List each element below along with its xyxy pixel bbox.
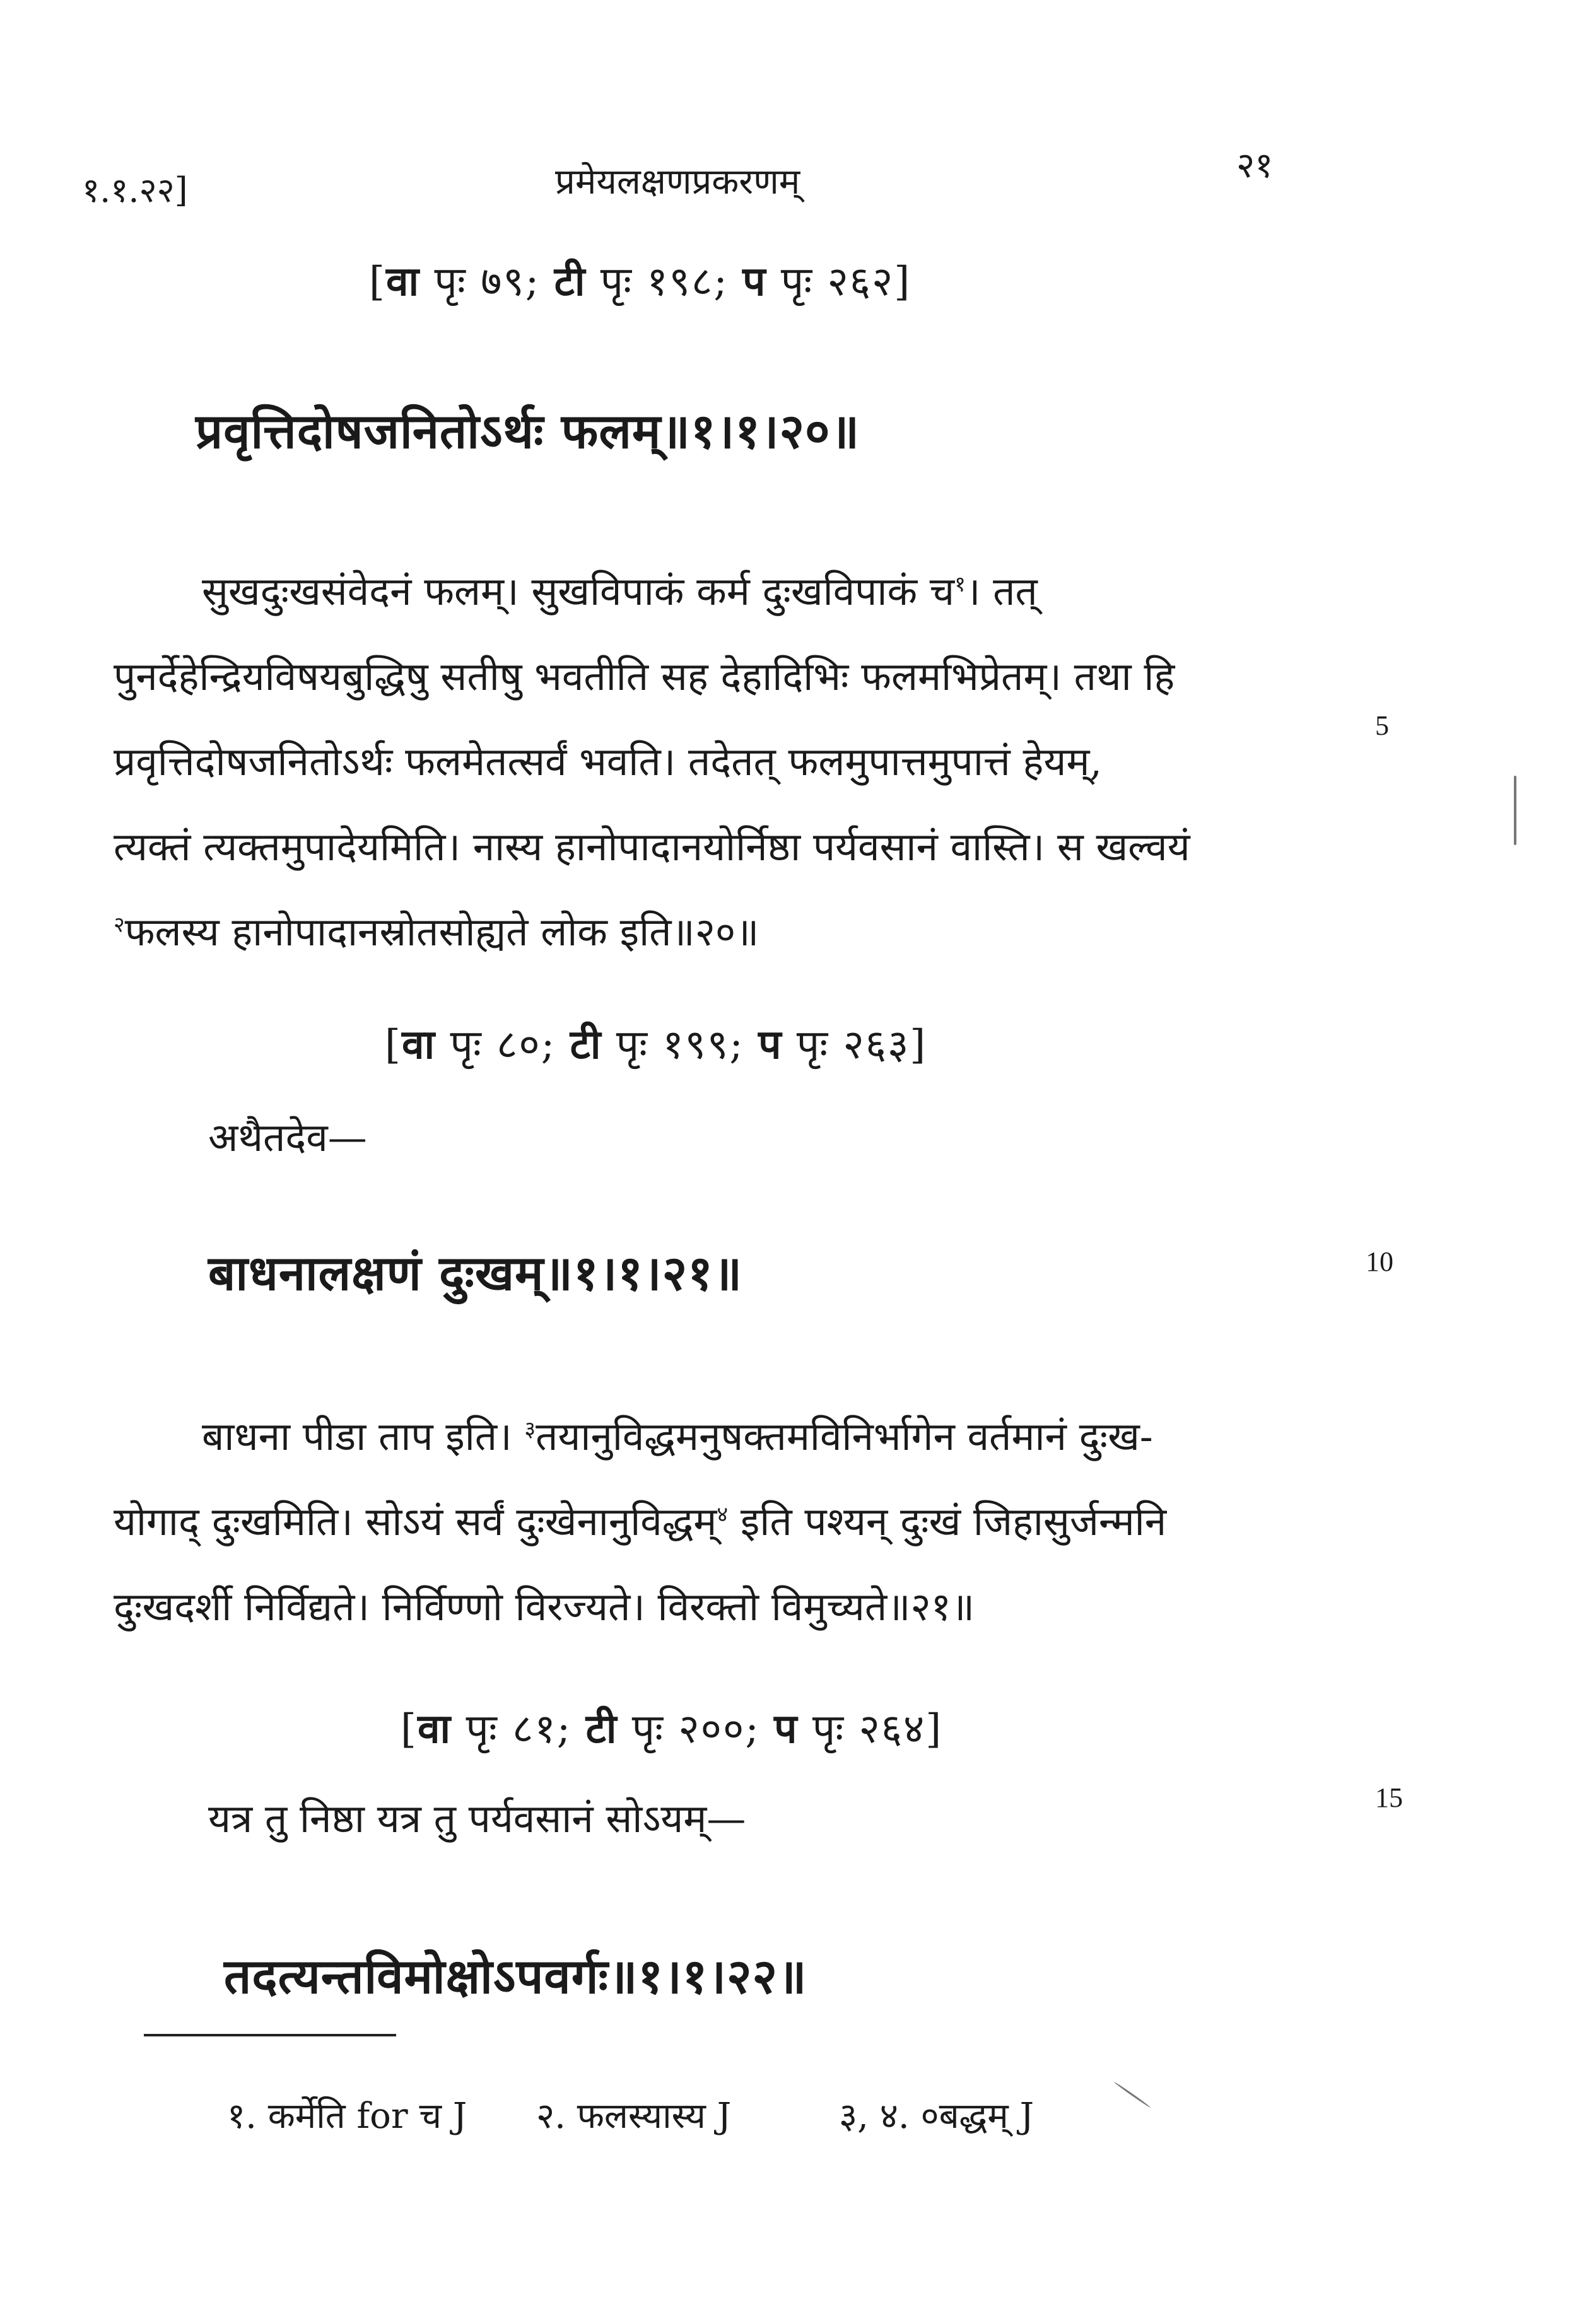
footnote-divider xyxy=(144,2034,396,2036)
footnote-2: २. फलस्यास्य J xyxy=(536,2096,732,2137)
commentary-paragraph-21 xyxy=(114,1394,1363,1649)
scan-mark xyxy=(1113,2081,1151,2108)
intro-line-22: यत्र तु निष्ठा यत्र तु पर्यवसानं सोऽयम्— xyxy=(208,1796,746,1842)
text-line: बाधना पीडा ताप इति। $^३$तयानुविद्धमनुषक्तमविनिर्भागेन वर्तमानं दुःख- xyxy=(202,1413,1153,1459)
intro-line-21: अथैतदेव— xyxy=(208,1114,367,1160)
commentary-paragraph-20 xyxy=(114,549,1363,974)
footnote-1: १. कर्मेति for च J xyxy=(227,2096,467,2137)
text-line: $^२$फलस्य हानोपादानस्रोतसोह्यते लोक इति॥२०॥ xyxy=(114,909,759,955)
line-number-15: 15 xyxy=(1375,1782,1403,1813)
scan-mark xyxy=(1514,776,1516,845)
line-number-5: 5 xyxy=(1375,710,1389,741)
text-line: सुखदुःखसंवेदनं फलम्। सुखविपाकं कर्म दुःखविपाकं च$^१$। तत् xyxy=(202,568,1038,614)
text-line: प्रवृत्तिदोषजनितोऽर्थः फलमेतत्सर्वं भवति। तदेतत् फलमुपात्तमुपात्तं हेयम्, xyxy=(114,739,1103,785)
text-line: त्यक्तं त्यक्तमुपादेयमिति। नास्य हानोपादानयोर्निष्ठा पर्यवसानं वास्ति। स खल्वयं xyxy=(114,824,1190,870)
page-section-number: १.१.२२] xyxy=(82,170,188,210)
sutra-heading-22: तदत्यन्तविमोक्षोऽपवर्गः॥१।१।२२॥ xyxy=(224,1948,807,2004)
footnote-3-4: ३, ४. ०बद्धम् J xyxy=(839,2096,1034,2137)
text-line: दुःखदर्शी निर्विद्यते। निर्विण्णो विरज्यते। विरक्तो विमुच्यते॥२१॥ xyxy=(114,1584,975,1630)
running-title: प्रमेयलक्षणप्रकरणम् xyxy=(555,161,800,202)
text-line: योगाद् दुःखमिति। सोऽयं सर्वं दुःखेनानुविद्धम्$^४$ इति पश्यन् दुःखं जिहासुर्जन्मनि xyxy=(114,1498,1167,1544)
text-line: पुनर्देहेन्द्रियविषयबुद्धिषु सतीषु भवतीति सह देहादिभिः फलमभिप्रेतम्। तथा हि xyxy=(114,653,1175,699)
page-number: २१ xyxy=(1236,145,1274,186)
reference-line-3: [वा पृः ८१; टी पृः २००; प पृः २६४] xyxy=(401,1705,943,1753)
sutra-heading-20: प्रवृत्तिदोषजनितोऽर्थः फलम्॥१।१।२०॥ xyxy=(196,403,860,459)
sutra-heading-21: बाधनालक्षणं दुःखम्॥१।१।२१॥ xyxy=(208,1245,743,1301)
reference-line-2: [वा पृः ८०; टी पृः १९९; प पृः २६३] xyxy=(385,1021,927,1068)
line-number-10: 10 xyxy=(1366,1246,1393,1277)
reference-line-1: [वा पृः ७९; टी पृः १९८; प पृः २६२] xyxy=(369,258,911,305)
